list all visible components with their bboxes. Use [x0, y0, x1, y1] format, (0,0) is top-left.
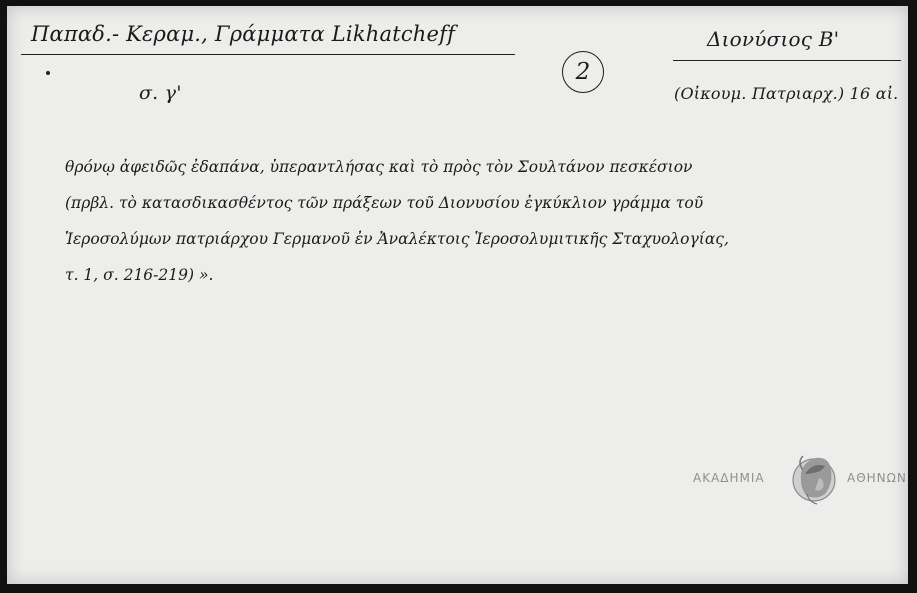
- source-reference: (Οἰκουμ. Πατριαρχ.) 16 αἰ.: [674, 84, 899, 103]
- academy-watermark-stamp: [687, 450, 909, 506]
- body-line: τ. 1, σ. 216-219) ».: [65, 266, 214, 284]
- stamp-text-left: ΑΚΑΔΗΜΙΑ: [693, 471, 765, 485]
- body-line: (πρβλ. τὸ κατασδικασθέντος τῶν πράξεων τοῦ Διονυσίου ἐγκύκλιον γράμμα τοῦ: [65, 194, 704, 212]
- card-header-left: Παπαδ.- Κεραμ., Γράμματα Likhatcheff: [31, 22, 456, 46]
- header-underline-left: [21, 54, 515, 55]
- index-card: [7, 6, 908, 584]
- card-header-right: Διονύσιος Β': [707, 27, 840, 51]
- athena-head-emblem-icon: [789, 450, 839, 506]
- ink-dot: [46, 71, 50, 75]
- stamp-text-right: ΑΘΗΝΩΝ: [847, 471, 907, 485]
- body-line: Ἱεροσολύμων πατριάρχου Γερμανοῦ ἐν Ἀναλέκτοις Ἱεροσολυμιτικῆς Σταχυολογίας,: [65, 230, 729, 248]
- body-line: θρόνῳ ἀφειδῶς ἐδαπάνα, ὑπεραντλήσας καὶ τὸ πρὸς τὸν Σουλτάνον πεσκέσιον: [65, 158, 693, 176]
- folio-reference: σ. γ': [139, 82, 182, 104]
- card-body-text: [65, 152, 729, 296]
- header-underline-right: [673, 60, 901, 61]
- card-number-circle: 2: [562, 51, 604, 93]
